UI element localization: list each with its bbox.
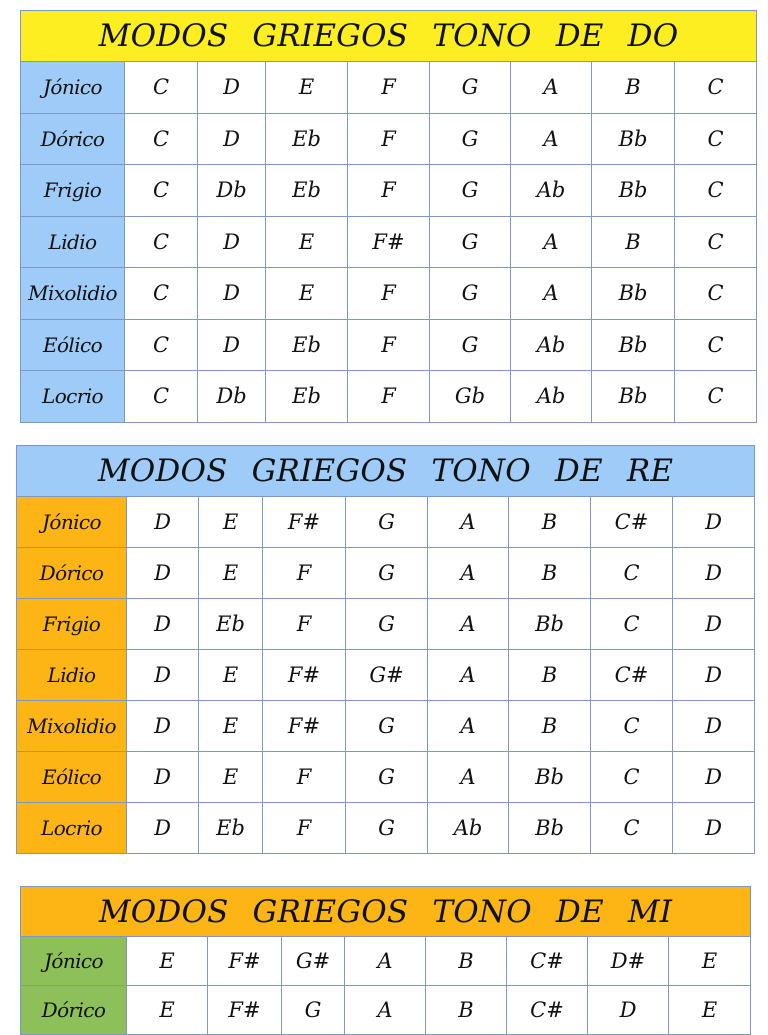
note-cell: F <box>348 319 430 371</box>
note-cell: C <box>125 268 198 320</box>
note-cell: Eb <box>266 371 348 423</box>
note-cell: F <box>263 752 346 803</box>
note-cell: C <box>591 701 673 752</box>
note-cell: D# <box>588 937 669 986</box>
note-cell: E <box>199 497 263 548</box>
note-cell: E <box>199 650 263 701</box>
note-cell: Bb <box>509 599 591 650</box>
note-cell: G <box>430 216 511 268</box>
note-cell: C# <box>591 497 673 548</box>
note-cell: F <box>348 165 430 217</box>
note-cell: E <box>266 268 348 320</box>
note-cell: D <box>127 701 199 752</box>
note-cell: G <box>346 599 428 650</box>
note-cell: D <box>198 268 266 320</box>
note-cell: G <box>346 752 428 803</box>
note-cell: C <box>125 113 198 165</box>
note-cell: G <box>430 62 511 114</box>
table-row <box>17 803 755 854</box>
modes-table-mi <box>20 886 751 1035</box>
note-cell: C <box>675 113 757 165</box>
mode-name: Dórico <box>17 548 127 599</box>
note-cell: D <box>198 216 266 268</box>
note-cell: B <box>426 937 507 986</box>
note-cell: Bb <box>592 113 675 165</box>
note-cell: F# <box>208 986 282 1035</box>
table-row <box>21 319 757 371</box>
note-cell: F# <box>263 701 346 752</box>
table-row <box>21 113 757 165</box>
mode-name: Dórico <box>21 986 127 1035</box>
note-cell: D <box>588 986 669 1035</box>
note-cell: E <box>199 548 263 599</box>
note-cell: D <box>127 752 199 803</box>
note-cell: C# <box>507 937 588 986</box>
note-cell: A <box>428 650 509 701</box>
note-cell: Eb <box>266 165 348 217</box>
note-cell: D <box>673 548 755 599</box>
note-cell: F <box>263 803 346 854</box>
table-row <box>17 548 755 599</box>
note-cell: F# <box>263 497 346 548</box>
note-cell: F <box>348 268 430 320</box>
note-cell: Bb <box>592 319 675 371</box>
note-cell: B <box>509 497 591 548</box>
note-cell: E <box>266 62 348 114</box>
note-cell: Eb <box>199 599 263 650</box>
note-cell: D <box>127 548 199 599</box>
modes-table-re <box>16 445 755 854</box>
note-cell: Gb <box>430 371 511 423</box>
note-cell: Bb <box>592 165 675 217</box>
note-cell: F# <box>348 216 430 268</box>
note-cell: E <box>127 937 208 986</box>
note-cell: F <box>263 548 346 599</box>
note-cell: A <box>428 548 509 599</box>
note-cell: D <box>198 113 266 165</box>
table-row <box>17 752 755 803</box>
note-cell: D <box>127 650 199 701</box>
note-cell: E <box>199 752 263 803</box>
note-cell: C# <box>591 650 673 701</box>
mode-name: Frigio <box>17 599 127 650</box>
note-cell: E <box>266 216 348 268</box>
note-cell: D <box>127 803 199 854</box>
note-cell: G <box>346 497 428 548</box>
table-row <box>21 62 757 114</box>
note-cell: D <box>673 701 755 752</box>
mode-name: Lidio <box>21 216 125 268</box>
note-cell: C <box>675 216 757 268</box>
table-row <box>21 165 757 217</box>
note-cell: F <box>348 371 430 423</box>
note-cell: C <box>125 165 198 217</box>
note-cell: A <box>345 986 426 1035</box>
mode-name: Locrio <box>21 371 125 423</box>
note-cell: D <box>673 650 755 701</box>
note-cell: C <box>591 752 673 803</box>
note-cell: D <box>673 599 755 650</box>
note-cell: D <box>198 62 266 114</box>
table-row <box>21 986 751 1035</box>
note-cell: Ab <box>428 803 509 854</box>
table-row <box>21 371 757 423</box>
table-title: MODOS GRIEGOS TONO DE RE <box>17 446 755 497</box>
mode-name: Jónico <box>21 62 125 114</box>
note-cell: Ab <box>511 371 592 423</box>
note-cell: Eb <box>199 803 263 854</box>
note-cell: F# <box>263 650 346 701</box>
table-title: MODOS GRIEGOS TONO DE DO <box>21 11 757 62</box>
note-cell: G# <box>346 650 428 701</box>
note-cell: C <box>125 319 198 371</box>
note-cell: F <box>348 62 430 114</box>
modes-table-do <box>20 10 757 423</box>
note-cell: D <box>673 752 755 803</box>
note-cell: Eb <box>266 113 348 165</box>
note-cell: Bb <box>592 371 675 423</box>
mode-name: Lidio <box>17 650 127 701</box>
note-cell: A <box>511 268 592 320</box>
note-cell: Db <box>198 371 266 423</box>
note-cell: B <box>509 548 591 599</box>
note-cell: C# <box>507 986 588 1035</box>
note-cell: C <box>591 548 673 599</box>
mode-name: Jónico <box>21 937 127 986</box>
note-cell: E <box>199 701 263 752</box>
note-cell: Db <box>198 165 266 217</box>
note-cell: A <box>428 752 509 803</box>
note-cell: F# <box>208 937 282 986</box>
table-row <box>17 650 755 701</box>
note-cell: C <box>125 216 198 268</box>
mode-name: Eólico <box>21 319 125 371</box>
mode-name: Jónico <box>17 497 127 548</box>
note-cell: Bb <box>509 803 591 854</box>
table-row <box>21 937 751 986</box>
note-cell: C <box>591 599 673 650</box>
mode-name: Mixolidio <box>17 701 127 752</box>
note-cell: E <box>669 986 751 1035</box>
mode-name: Eólico <box>17 752 127 803</box>
table-row <box>17 497 755 548</box>
note-cell: Bb <box>509 752 591 803</box>
note-cell: B <box>426 986 507 1035</box>
note-cell: C <box>675 371 757 423</box>
note-cell: A <box>511 62 592 114</box>
note-cell: E <box>669 937 751 986</box>
note-cell: G <box>346 803 428 854</box>
mode-name: Locrio <box>17 803 127 854</box>
note-cell: F <box>263 599 346 650</box>
table-row <box>21 216 757 268</box>
note-cell: G <box>430 268 511 320</box>
note-cell: G <box>430 165 511 217</box>
note-cell: C <box>125 371 198 423</box>
note-cell: Ab <box>511 165 592 217</box>
note-cell: B <box>592 62 675 114</box>
note-cell: D <box>673 803 755 854</box>
table-row <box>17 599 755 650</box>
note-cell: B <box>509 701 591 752</box>
note-cell: G <box>430 113 511 165</box>
note-cell: A <box>428 701 509 752</box>
note-cell: G <box>346 548 428 599</box>
note-cell: C <box>591 803 673 854</box>
note-cell: Ab <box>511 319 592 371</box>
note-cell: A <box>511 113 592 165</box>
note-cell: C <box>675 319 757 371</box>
note-cell: B <box>509 650 591 701</box>
note-cell: Bb <box>592 268 675 320</box>
note-cell: E <box>127 986 208 1035</box>
note-cell: A <box>428 497 509 548</box>
note-cell: A <box>345 937 426 986</box>
note-cell: D <box>673 497 755 548</box>
note-cell: Eb <box>266 319 348 371</box>
note-cell: C <box>675 165 757 217</box>
note-cell: D <box>198 319 266 371</box>
table-row <box>21 268 757 320</box>
note-cell: A <box>428 599 509 650</box>
note-cell: C <box>125 62 198 114</box>
note-cell: G <box>282 986 345 1035</box>
note-cell: G <box>346 701 428 752</box>
table-title: MODOS GRIEGOS TONO DE MI <box>21 887 751 937</box>
note-cell: G <box>430 319 511 371</box>
note-cell: C <box>675 62 757 114</box>
mode-name: Frigio <box>21 165 125 217</box>
table-row <box>17 701 755 752</box>
note-cell: A <box>511 216 592 268</box>
note-cell: G# <box>282 937 345 986</box>
mode-name: Mixolidio <box>21 268 125 320</box>
note-cell: C <box>675 268 757 320</box>
note-cell: D <box>127 497 199 548</box>
note-cell: B <box>592 216 675 268</box>
note-cell: D <box>127 599 199 650</box>
mode-name: Dórico <box>21 113 125 165</box>
note-cell: F <box>348 113 430 165</box>
